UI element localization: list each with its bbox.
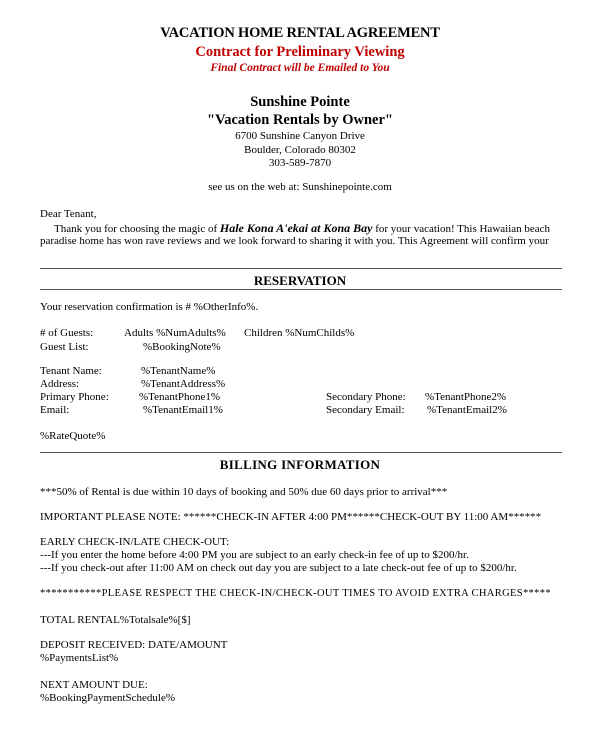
tenant-name-label: Tenant Name:	[40, 365, 102, 377]
guests-label: # of Guests:	[40, 327, 94, 339]
owner-website[interactable]: see us on the web at: Sunshinepointe.com	[208, 181, 392, 193]
next-amount-due-heading: NEXT AMOUNT DUE:	[40, 679, 148, 691]
secondary-email-label: Secondary Email:	[326, 404, 405, 416]
payment-schedule: %BookingPaymentSchedule%	[40, 692, 176, 704]
letter-line-2: paradise home has won rave reviews and we look forward to sharing it with you. This Agreement will confirm your	[40, 235, 549, 247]
secondary-email-value: %TenantEmail2%	[427, 404, 507, 416]
salutation: Dear Tenant,	[40, 208, 97, 220]
primary-phone-label: Primary Phone:	[40, 391, 109, 403]
letter-line-1-post: for your vacation! This Hawaiian beach	[372, 223, 551, 235]
section-divider	[40, 268, 562, 269]
owner-phone: 303-589-7870	[268, 157, 332, 169]
payments-list: %PaymentsList%	[40, 652, 119, 664]
secondary-phone-value: %TenantPhone2%	[425, 391, 507, 403]
property-name: Hale Kona A'ekai at Kona Bay	[219, 221, 373, 235]
owner-street: 6700 Sunshine Canyon Drive	[235, 130, 365, 142]
checkin-checkout-note: IMPORTANT PLEASE NOTE: ******CHECK-IN AFTER 4:00 PM******CHECK-OUT BY 11:00 AM******	[40, 511, 542, 523]
email-value: %TenantEmail1%	[143, 404, 223, 416]
letter-line-1	[54, 221, 550, 236]
agreement-note: Final Contract will be Emailed to You	[210, 62, 390, 74]
guest-list-label: Guest List:	[40, 341, 89, 353]
section-divider	[40, 289, 562, 290]
rate-quote: %RateQuote%	[40, 430, 106, 442]
secondary-phone-label: Secondary Phone:	[326, 391, 406, 403]
address-label: Address:	[40, 378, 80, 390]
deposit-received-heading: DEPOSIT RECEIVED: DATE/AMOUNT	[40, 639, 228, 651]
section-divider	[40, 452, 562, 453]
confirmation-line: Your reservation confirmation is # %OtherInfo%.	[40, 301, 259, 313]
deposit-terms: ***50% of Rental is due within 10 days of booking and 50% due 60 days prior to arrival***	[40, 486, 448, 498]
agreement-title: VACATION HOME RENTAL AGREEMENT	[160, 25, 440, 41]
reservation-heading: RESERVATION	[253, 273, 347, 288]
billing-heading: BILLING INFORMATION	[219, 457, 381, 472]
primary-phone-value: %TenantPhone1%	[139, 391, 221, 403]
letter-line-1-pre: Thank you for choosing the magic of	[54, 223, 220, 235]
address-value: %TenantAddress%	[141, 378, 226, 390]
late-checkout-line: ---If you check-out after 11:00 AM on check out day you are subject to a late check-out fee of up to $200/hr.	[40, 562, 517, 574]
agreement-subtitle: Contract for Preliminary Viewing	[195, 44, 405, 60]
early-checkin-line: ---If you enter the home before 4:00 PM you are subject to an early check-in fee of up to $200/hr.	[40, 549, 469, 561]
owner-city: Boulder, Colorado 80302	[244, 144, 356, 156]
owner-name: Sunshine Pointe	[250, 94, 350, 110]
tenant-name-value: %TenantName%	[141, 365, 216, 377]
early-late-heading: EARLY CHECK-IN/LATE CHECK-OUT:	[40, 536, 230, 548]
children-field: Children %NumChilds%	[244, 327, 355, 339]
adults-field: Adults %NumAdults%	[124, 327, 226, 339]
total-rental: TOTAL RENTAL%Totalsale%[$]	[40, 614, 191, 626]
owner-tagline: "Vacation Rentals by Owner"	[207, 112, 393, 128]
respect-times-line: ***********PLEASE RESPECT THE CHECK-IN/CHECK-OUT TIMES TO AVOID EXTRA CHARGES*****	[40, 588, 551, 599]
email-label: Email:	[40, 404, 70, 416]
guest-list-value: %BookingNote%	[143, 341, 221, 353]
